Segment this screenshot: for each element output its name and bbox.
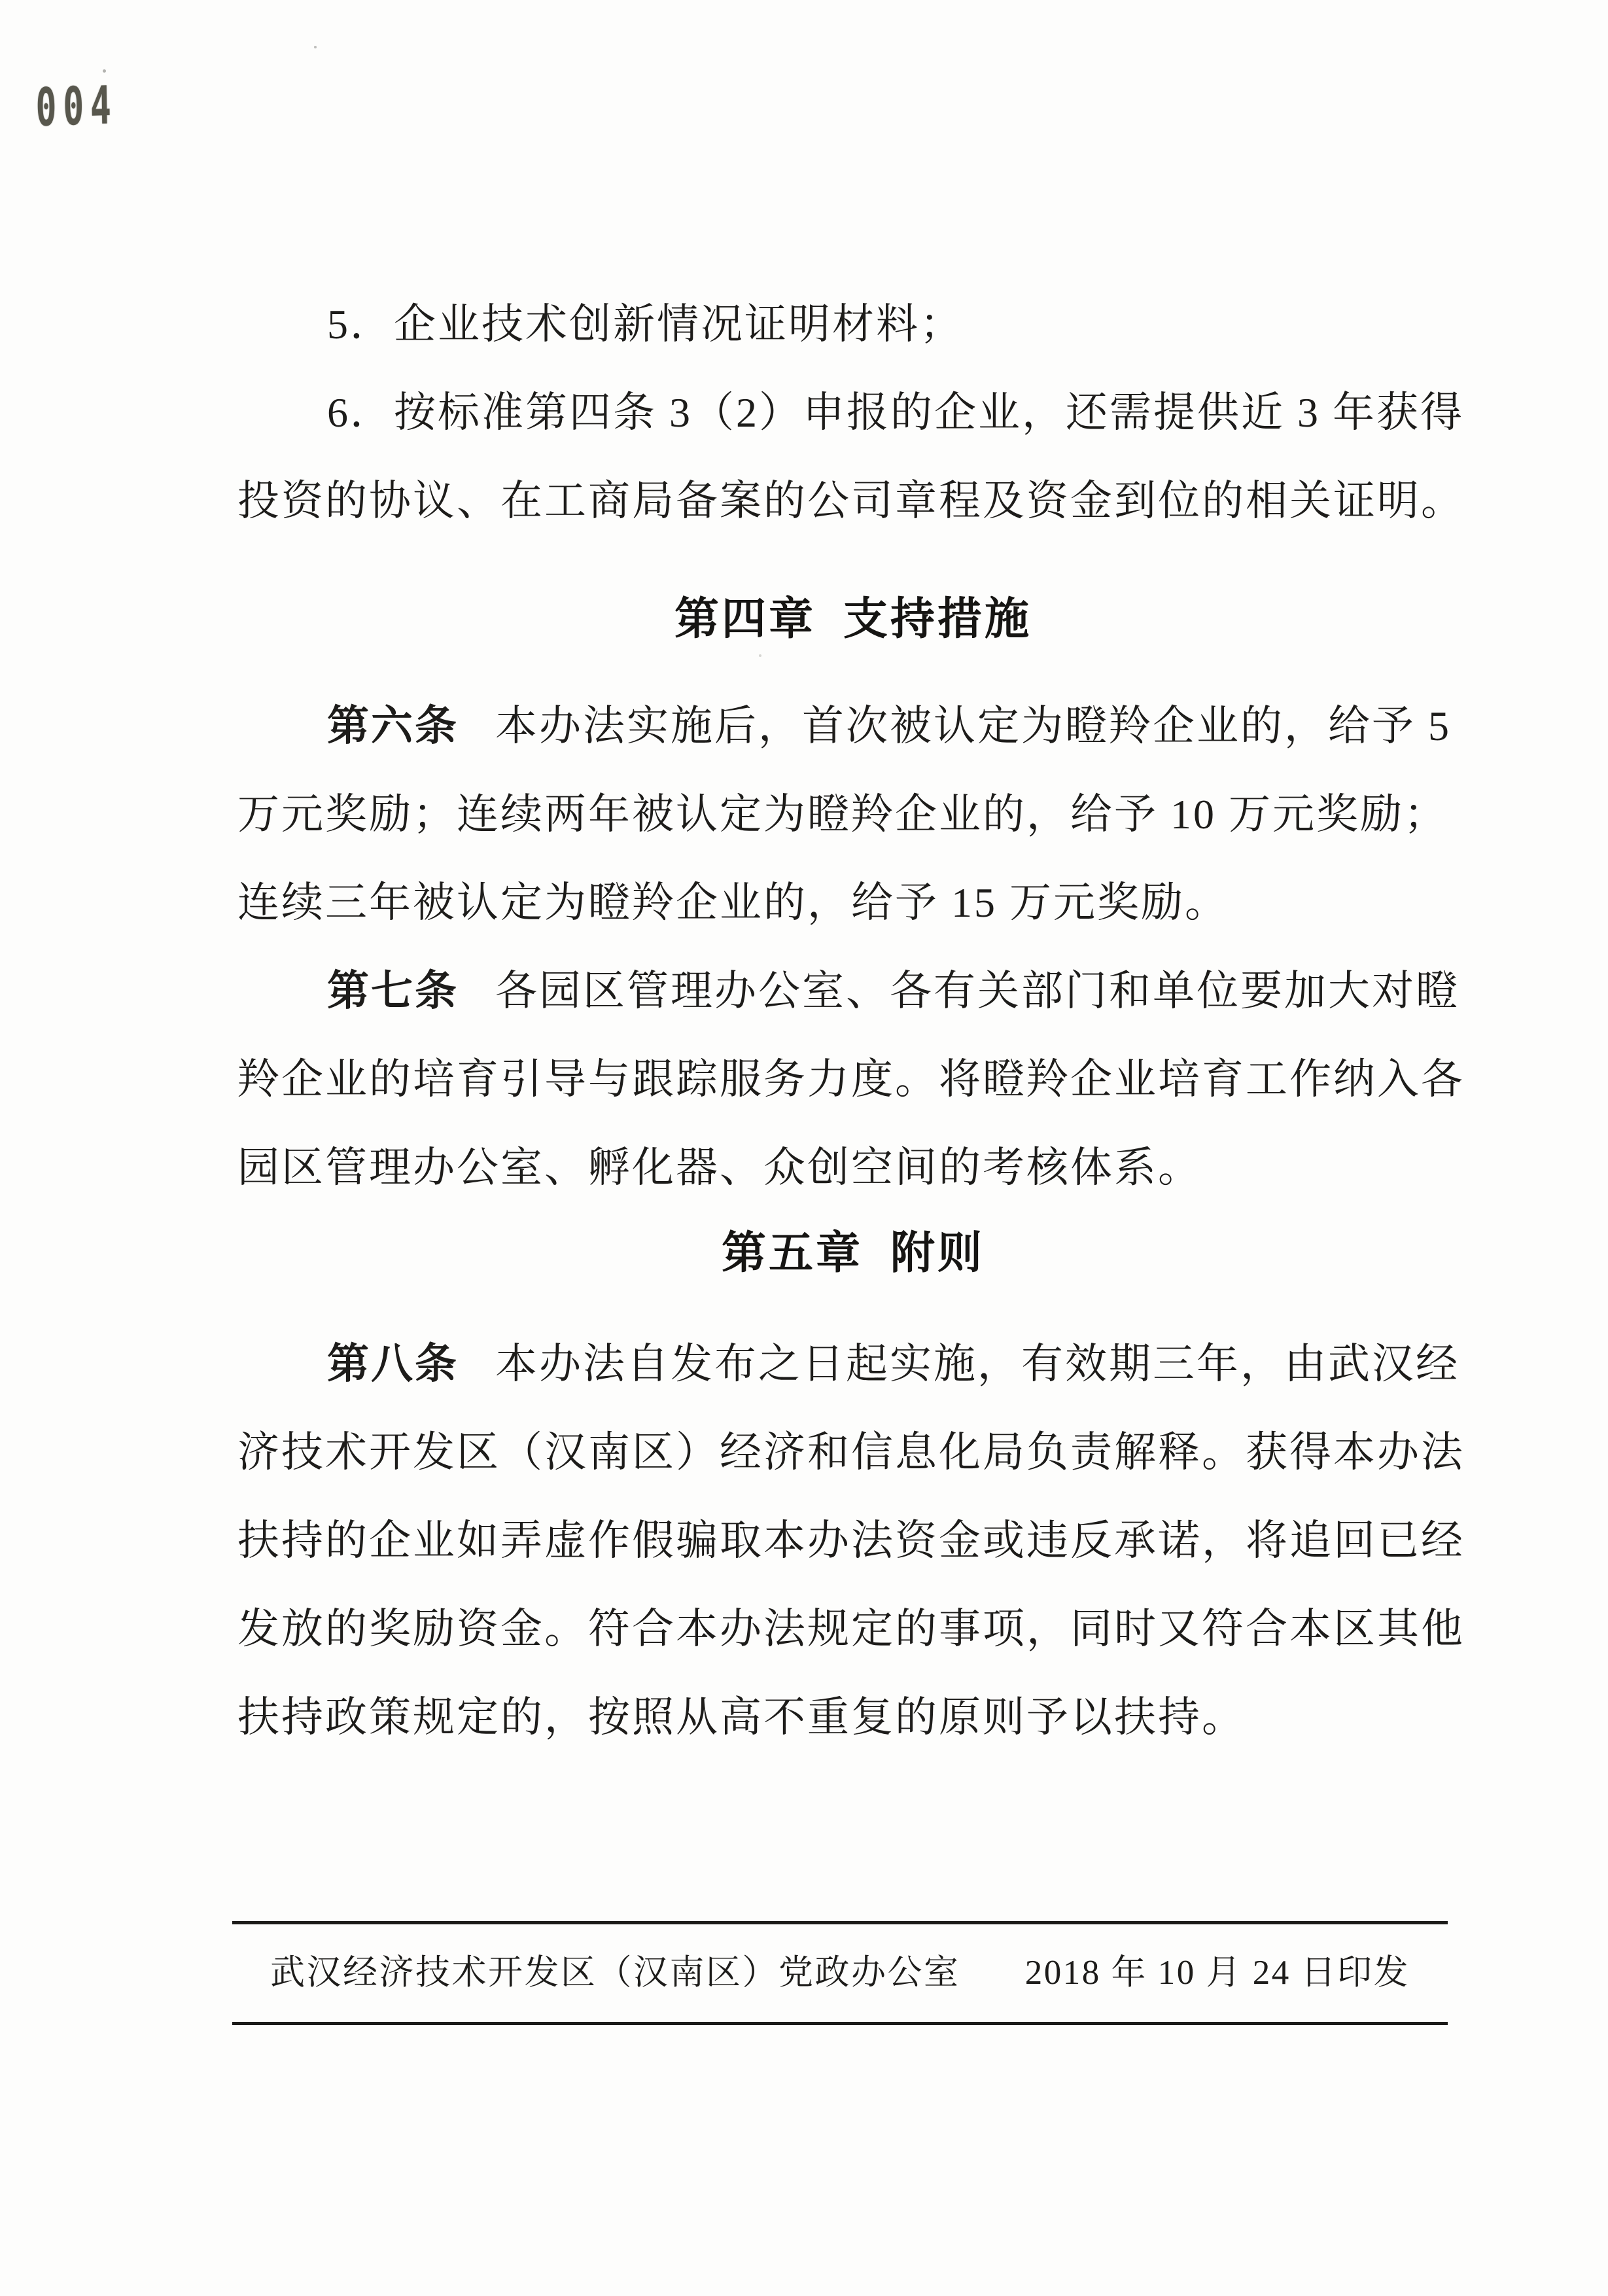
colophon <box>232 1921 1448 2025</box>
body-line <box>237 457 1469 545</box>
chapter-heading <box>237 575 1469 663</box>
body-line-text: 6．按标准第四条 3（2）申报的企业，还需提供近 3 年获得 <box>327 389 1464 436</box>
body-line <box>237 280 1469 368</box>
body-line-text: 园区管理办公室、孵化器、众创空间的考核体系。 <box>237 1144 1202 1191</box>
body-line <box>237 1585 1469 1673</box>
scan-speck <box>314 46 317 48</box>
body-line <box>237 1320 1469 1408</box>
body-line-text: 投资的协议、在工商局备案的公司章程及资金到位的相关证明。 <box>237 478 1465 524</box>
chapter-title: 附则 <box>890 1228 985 1278</box>
body-line-text: 万元奖励；连续两年被认定为瞪羚企业的，给予 10 万元奖励； <box>237 791 1448 838</box>
body-line <box>237 1496 1469 1585</box>
body-line-text: 羚企业的培育引导与跟踪服务力度。将瞪羚企业培育工作纳入各 <box>237 1056 1465 1103</box>
body-line-text: 5．企业技术创新情况证明材料； <box>327 301 964 347</box>
chapter-number: 第五章 <box>721 1228 863 1278</box>
body-line <box>237 947 1469 1035</box>
body-line-text: 本办法自发布之日起实施，有效期三年，由武汉经 <box>495 1341 1459 1387</box>
body-line <box>237 1408 1469 1496</box>
chapter-title: 支持措施 <box>843 594 1032 644</box>
colophon-bottom-rule <box>232 2022 1448 2025</box>
document-body <box>237 280 1469 1761</box>
page-number-stamp: 004 <box>35 75 118 138</box>
article-number: 第六条 <box>327 702 459 749</box>
body-line <box>237 1673 1469 1761</box>
body-line <box>237 368 1469 457</box>
body-line <box>237 1035 1469 1123</box>
scan-speck <box>103 69 106 73</box>
body-line-text: 扶持的企业如弄虚作假骗取本办法资金或违反承诺，将追回已经 <box>237 1517 1465 1564</box>
body-line-text: 济技术开发区（汉南区）经济和信息化局负责解释。获得本办法 <box>237 1429 1465 1475</box>
issuing-office: 武汉经济技术开发区（汉南区）党政办公室 <box>270 1954 960 1992</box>
body-line-text: 本办法实施后，首次被认定为瞪羚企业的，给予 5 <box>495 703 1451 749</box>
article-number: 第七条 <box>327 967 459 1014</box>
body-line <box>237 1123 1469 1212</box>
body-line <box>237 682 1469 770</box>
body-line <box>237 770 1469 858</box>
article-number: 第八条 <box>327 1340 459 1387</box>
body-line <box>237 858 1469 947</box>
body-line-text: 连续三年被认定为瞪羚企业的，给予 15 万元奖励。 <box>237 879 1229 926</box>
colophon-row <box>232 1924 1448 2022</box>
chapter-number: 第四章 <box>674 594 816 644</box>
body-line-text: 发放的奖励资金。符合本办法规定的事项，同时又符合本区其他 <box>237 1606 1465 1652</box>
body-line-text: 扶持政策规定的，按照从高不重复的原则予以扶持。 <box>237 1694 1246 1740</box>
chapter-heading <box>237 1209 1469 1298</box>
print-date: 2018 年 10 月 24 日印发 <box>1024 1954 1410 1992</box>
body-line-text: 各园区管理办公室、各有关部门和单位要加大对瞪 <box>495 968 1459 1014</box>
